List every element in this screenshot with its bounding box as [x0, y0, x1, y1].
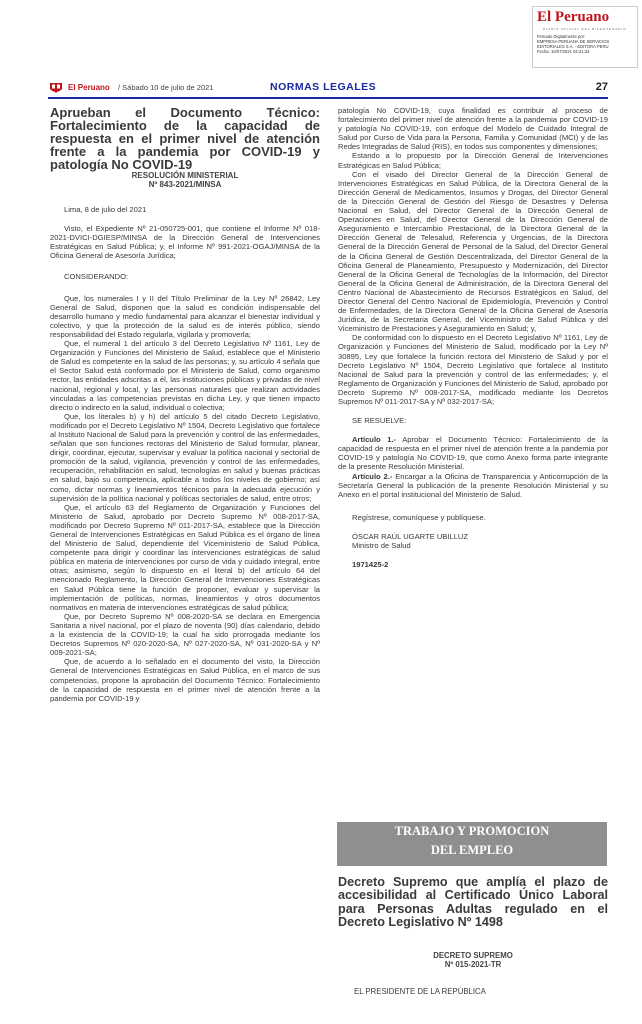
paragraph: Que, los numerales I y II del Título Preliminar de la Ley Nº 26842, Ley General de Salud, disponen que la salud es condición indispensable del desarrollo humano y medio fundamental para alcanzar el bienestar individual y colectivo, y que la protección de la salud es de interés público, siendo responsabilidad del Estado regularla, vigilarla y promoverla; — [50, 293, 320, 339]
signer-role: Ministro de Salud — [352, 541, 411, 551]
article-2-label: Artículo 2.- — [352, 471, 393, 481]
president-line: EL PRESIDENTE DE LA REPÚBLICA — [354, 987, 486, 996]
paragraph: Con el visado del Director General de la Dirección General de Intervenciones Estratégicas en Salud Pública, de la Directora General de la Dirección General de Medicamentos, Insumos y Drogas, del Director General de la Dirección General de Gestión del Riesgo de Desastres y Defensa Nacional en Salud, del Director General de la Dirección General de Operaciones en Salud, del Director General de la Dirección General de Aseguramiento e Intercambio Prestacional, de la Directora General de la Dirección General de Telesalud, Referencia y Urgencias, de la Directora General de la Dirección General de Personal de la Salud, del Director General de la Oficina General de Gestión Descentralizada, del Director General de la Oficina General de Planeamiento, Presupuesto y Modernización, del Director General de la Oficina General de Tecnologías de la Información, del Director General de la Oficina General de Administración, de la Directora General del Centro Nacional de Abastecimiento de Recursos Estratégicos en Salud, del Director General del Centro Nacional de Epidemiología, Prevención y Control de Enfermedades, de la Directora General de la Oficina General de Asesoría Jurídica, de la Secretaria General, del Viceministro de Salud Pública y del Viceministro de Prestaciones y Aseguramiento en Salud; y, — [338, 169, 608, 334]
article-1-label: Artículo 1.- — [352, 435, 397, 445]
signer-name: ÓSCAR RAÚL UGARTE UBILLUZ — [352, 531, 469, 541]
section-title: NORMAS LEGALES — [270, 81, 377, 93]
section-banner — [337, 822, 607, 866]
page-header — [48, 82, 608, 96]
paragraph: patología No COVID-19, cuya finalidad es contribuir al proceso de fortalecimiento del primer nivel de atención frente a la pandemia por COVID-19 y patología No COVID-19, con enfoque del Modelo de Cuidado Integral de Salud por Curso de Vida para la Persona, Familia y Comunidad (MCI) y de las Redes Integradas de Salud (RIS), en todos sus componentes y dimensiones; — [338, 106, 608, 152]
publication-code: 1971425-2 — [352, 560, 389, 570]
stamp-brand: El Peruano — [537, 9, 610, 25]
paragraph: Que, por Decreto Supremo Nº 008-2020-SA se declara en Emergencia Sanitaria a nivel nacional, por el plazo de noventa (90) días calendario, debido a la existencia de la COVID-19; la cual ha sido prorrogada mediante los Decretos Supremos Nº 020-2020-SA, Nº 027-2020-SA, Nº 031-2020-SA y Nº 009-2021-SA; — [50, 611, 320, 658]
stamp-line: Fecha: 10/07/2021 04:31:33 — [537, 49, 590, 54]
se-resuelve-heading: SE RESUELVE: — [352, 416, 407, 426]
paragraph: Que, de acuerdo a lo señalado en el documento del visto, la Dirección General de Intervenciones Estratégicas en Salud Pública, en el marco de sus competencias, propone la aprobación del Documento Técnico: Fortalecimiento de la capacidad de respuesta en el primer nivel de atención frente a la pandemia por COVID-19 y — [50, 657, 320, 703]
digital-signature-stamp — [532, 6, 638, 68]
place-date: Lima, 8 de julio del 2021 — [64, 205, 147, 214]
article-1-text: Aprobar el Documento Técnico: Fortalecimiento de la capacidad de respuesta en el primer nivel de atención frente a la pandemia por COVID-19 y patología No COVID-19, que como Anexo forma parte integrante de la presente Resolución Ministerial. — [338, 435, 608, 472]
paper-name: El Peruano — [68, 83, 110, 92]
stamp-line: EMPRESA PERUANA DE SERVICIOS — [537, 39, 610, 44]
banner-line-2: DEL EMPLEO — [430, 843, 514, 857]
article-2-text: Encargar a la Oficina de Transparencia y Anticorrupción de la Secretaría General la publicación de la presente Resolución Ministerial y su Anexo en el portal institucional del Ministerio de Salud. — [338, 471, 608, 499]
considerando-heading: CONSIDERANDO: — [64, 272, 129, 282]
resolution-heading — [50, 171, 320, 189]
header-rule — [48, 97, 608, 99]
paragraph: Estando a lo propuesto por la Dirección General de Intervenciones Estratégicas en Salud Pública; — [338, 151, 608, 170]
article-title: Aprueban el Documento Técnico: Fortalecimiento de la capacidad de respuesta en el primer nivel de atención frente a la pandemia por COVID-19 y patología No COVID-19 — [50, 105, 320, 172]
decree-number: Nº 015-2021-TR — [444, 960, 502, 969]
page-number: 27 — [595, 81, 608, 93]
visto-paragraph: Visto, el Expediente Nº 21-050725-001, que contiene el Informe Nº 018-2021-DVICI-DGIESP/MINSA de la Dirección General de Intervenciones Estratégicas en Salud Pública; y, el Informe Nº 991-2021-OGAJ/MINSA de la Oficina General de Asesoría Jurídica; — [50, 224, 320, 261]
resolution-label: RESOLUCIÓN MINISTERIAL — [131, 171, 239, 180]
coat-of-arms-icon — [48, 82, 64, 95]
stamp-signature-text — [537, 34, 633, 54]
paragraph: Que, el artículo 63 del Reglamento de Organización y Funciones del Ministerio de Salud, aprobado por Decreto Supremo Nº 008-2017-SA, modificado por Decreto Supremo Nº 011-2017-SA, establece que la Dirección General de Intervenciones Estratégicas en Salud Pública es el órgano de línea del Ministerio de Salud, dependiente del Viceministerio de Salud Pública, competente para dirigir y coordinar las intervenciones estratégicas de salud pública en materia de intervenciones por curso de vida y cuidado integral, entre otras; asimismo, según lo dispuesto en el literal b) del artículo 64 del mencionado Reglamento, la Dirección General de Intervenciones Estratégicas en Salud Pública tiene la función de proponer, evaluar y supervisar la implementación de políticas, normas, lineamientos y otros documentos normativos en materia de intervenciones estratégicas de salud pública; — [50, 502, 320, 612]
decree-heading — [338, 951, 608, 969]
stamp-line: EDITORIALES S.A. - EDITORA PERU — [537, 44, 609, 49]
paragraph: Que, los literales b) y h) del artículo 5 del citado Decreto Legislativo, modificado por el Decreto Legislativo Nº 1504, Decreto Legislativo que fortalece al Instituto Nacional de Salud para la prevención y control de las enfermedades, señalan que son funciones rectoras del Ministerio de Salud formular, planear, dirigir, coordinar, ejecutar, supervisar y evaluar la política nacional y sectorial de promoción de la salud, vigilancia, prevención y control de las enfermedades, recuperación, rehabilitación en salud, tecnologías en salud y buenas prácticas en salud, bajo su competencia, aplicable a todos los niveles de gobierno; así como, dictar normas y lineamientos técnicos para la adecuada ejecución y supervisión de la política nacional y políticas sectoriales de salud, entre otros; — [50, 411, 320, 503]
decree-title: Decreto Supremo que amplía el plazo de accesibilidad al Certificado Único Laboral para Personas Adultas regulado en el Decreto Legislativo Nº 1498 — [338, 875, 608, 930]
banner-line-1: TRABAJO Y PROMOCION — [394, 824, 550, 838]
resolution-number: Nº 843-2021/MINSA — [148, 180, 222, 189]
stamp-line: Firmado Digitalmente por: — [537, 34, 586, 39]
right-column — [338, 106, 608, 569]
decree-label: DECRETO SUPREMO — [433, 951, 513, 960]
issue-date: / Sábado 10 de julio de 2021 — [118, 83, 214, 92]
left-column — [50, 106, 320, 703]
closing-formula: Regístrese, comuníquese y publíquese. — [352, 512, 486, 522]
paragraph: Que, el numeral 1 del artículo 3 del Decreto Legislativo Nº 1161, Ley de Organización y Funciones del Ministerio de Salud, establece que el Ministerio de Salud es competente en la salud de las personas; y, su artículo 4 señala que el Sector Salud está conformado por el Ministerio de Salud, como organismo rector, las entidades adscritas a él, las instituciones públicas y privadas de nivel nacional, regional y local, y las personas naturales que realizan actividades vinculadas a las competencias previstas en dicha Ley, y que tienen impacto directo o indirecto en la salud, individual o colectiva; — [50, 339, 320, 412]
paragraph: De conformidad con lo dispuesto en el Decreto Legislativo Nº 1161, Ley de Organización y Funciones del Ministerio de Salud, modificado por la Ley Nº 30895, Ley que fortalece la función rectora del Ministerio de Salud y por el Decreto Legislativo Nº 1504, Decreto Legislativo que fortalece al Instituto Nacional de Salud para la prevención y control de las enfermedades; y, el Reglamento de Organización y Funciones del Ministerio de Salud, aprobado por Decreto Supremo Nº 008-2017-SA, modificado mediante los Decretos Supremos Nº 011-2017-SA y Nº 032-2017-SA; — [338, 333, 608, 406]
stamp-tagline: DIARIO OFICIAL DEL BICENTENARIO — [543, 27, 627, 31]
article-1-paragraph — [338, 435, 608, 471]
article-2-paragraph — [338, 472, 608, 499]
